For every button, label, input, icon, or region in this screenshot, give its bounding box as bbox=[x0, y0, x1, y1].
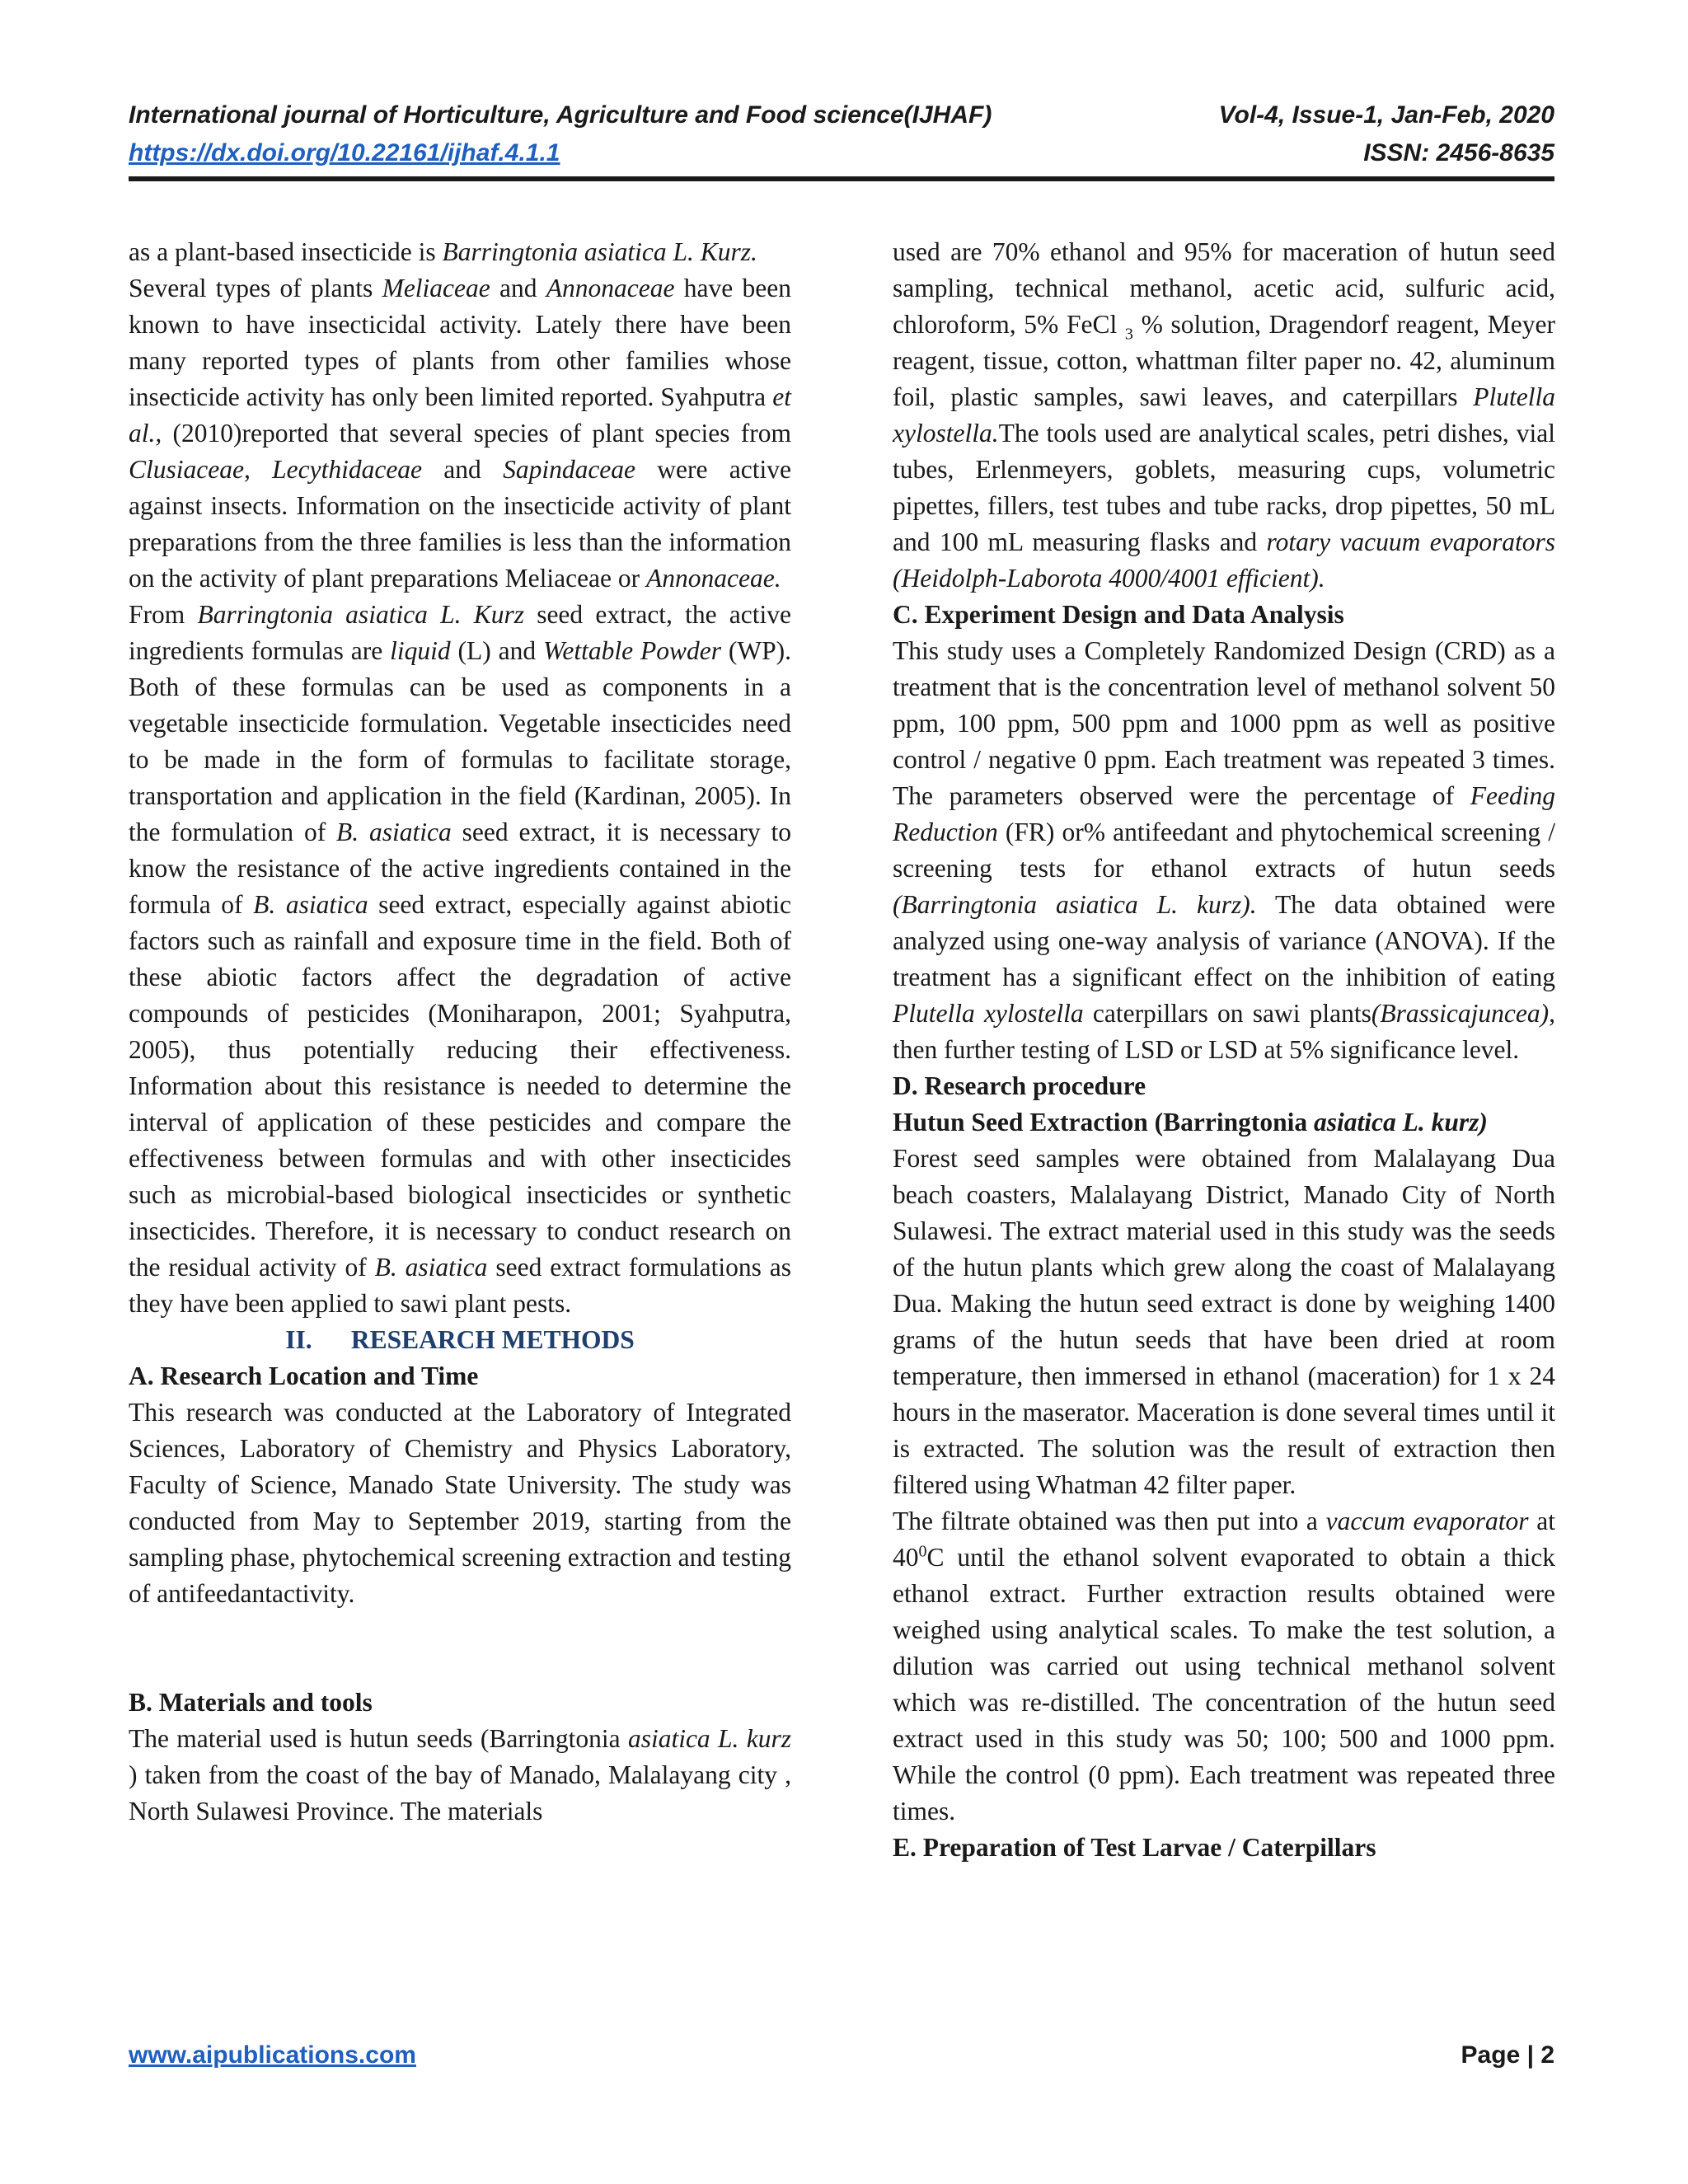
page-number: Page | 2 bbox=[1461, 2041, 1554, 2069]
page-footer bbox=[129, 2037, 1554, 2074]
journal-title: International journal of Horticulture, Agriculture and Food science(IJHAF) bbox=[129, 101, 992, 129]
paragraph: This study uses a Completely Randomized Design (CRD) as a treatment that is the concentration level of methanol solvent 50 ppm, 100 ppm, 500 ppm and 1000 ppm as well as positive control / negative 0 ppm. Each treatment was repeated 3 times. The parameters observed were the percentage of Feeding Reduction (FR) or% antifeedant and phytochemical screening / screening tests for ethanol extracts of hutun seeds (Barringtonia asiatica L. kurz). The data obtained were analyzed using one-way analysis of variance (ANOVA). If the treatment has a significant effect on the inhibition of eating Plutella xylostella caterpillars on sawi plants(Brassicajuncea), then further testing of LSD or LSD at 5% significance level. bbox=[893, 636, 1555, 1064]
paragraph: as a plant-based insecticide is Barringtonia asiatica L. Kurz. bbox=[129, 237, 757, 266]
subsection-heading: E. Preparation of Test Larvae / Caterpillars bbox=[893, 1833, 1376, 1862]
paragraph: This research was conducted at the Laboratory of Integrated Sciences, Laboratory of Chemistry and Physics Laboratory, Faculty of Science, Manado State University. The study was conducted from May to September 2019, starting from the sampling phase, phytochemical screening extraction and testing of antifeedantactivity. bbox=[129, 1398, 791, 1608]
subsection-heading: A. Research Location and Time bbox=[129, 1361, 479, 1390]
subsection-heading: C. Experiment Design and Data Analysis bbox=[893, 600, 1344, 629]
paragraph: used are 70% ethanol and 95% for maceration of hutun seed sampling, technical methanol, acetic acid, sulfuric acid, chloroform, 5% FeCl $_3$ % solution, Dragendorf reagent, Meyer reagent, tissue, cotton, whattman filter paper no. 42, aluminum foil, plastic samples, sawi leaves, and caterpillars Plutella xylostella.The tools used are analytical scales, petri dishes, vial tubes, Erlenmeyers, goblets, measuring cups, volumetric pipettes, fillers, test tubes and tube racks, drop pipettes, 50 mL and 100 mL measuring flasks and rotary vacuum evaporators (Heidolph-Laborota 4000/4001 efficient). bbox=[893, 237, 1555, 593]
subsection-heading: D. Research procedure bbox=[893, 1071, 1146, 1100]
website-link[interactable]: www.aipublications.com bbox=[129, 2041, 416, 2069]
paragraph: Forest seed samples were obtained from Malalayang Dua beach coasters, Malalayang District, Manado City of North Sulawesi. The extract material used in this study was the seeds of the hutun plants which grew along the coast of Malalayang Dua. Making the hutun seed extract is done by weighing 1400 grams of the hutun seeds that have been dried at room temperature, then immersed in ethanol (maceration) for 1 x 24 hours in the maserator. Maceration is done several times until it is extracted. The solution was the result of extraction then filtered using Whatman 42 filter paper. bbox=[893, 1144, 1555, 1499]
paragraph: From Barringtonia asiatica L. Kurz seed extract, the active ingredients formulas are liquid (L) and Wettable Powder (WP). Both of these formulas can be used as components in a vegetable insecticide formulation. Vegetable insecticides need to be made in the form of formulas to facilitate storage, transportation and application in the field (Kardinan, 2005). In the formulation of B. asiatica seed extract, it is necessary to know the resistance of the active ingredients contained in the formula of B. asiatica seed extract, especially against abiotic factors such as rainfall and exposure time in the field. Both of these abiotic factors affect the degradation of active compounds of pesticides (Moniharapon, 2001; Syahputra, 2005), thus potentially reducing their effectiveness. Information about this resistance is needed to determine the interval of application of these pesticides and compare the effectiveness between formulas and with other insecticides such as microbial-based biological insecticides or synthetic insecticides. Therefore, it is necessary to conduct research on the residual activity of B. asiatica seed extract formulations as they have been applied to sawi plant pests. bbox=[129, 600, 792, 1318]
issn: ISSN: 2456-8635 bbox=[1363, 139, 1554, 166]
subsection-heading: B. Materials and tools bbox=[129, 1688, 373, 1717]
doi-link[interactable]: https://dx.doi.org/10.22161/ijhaf.4.1.1 bbox=[129, 139, 560, 166]
section-heading: II. RESEARCH METHODS bbox=[285, 1325, 635, 1354]
paragraph: The material used is hutun seeds (Barringtonia asiatica L. kurz ) taken from the coast of the bay of Manado, Malalayang city , North Sulawesi Province. The materials bbox=[129, 1724, 791, 1825]
right-column bbox=[893, 234, 1555, 1866]
running-header-top bbox=[129, 97, 1554, 134]
running-header-bottom bbox=[129, 135, 1554, 171]
paragraph: Several types of plants Meliaceae and Annonaceae have been known to have insecticidal activity. Lately there have been many reported types of plants from other families whose insecticide activity has only been limited reported. Syahputra et al., (2010)reported that several species of plant species from Clusiaceae, Lecythidaceae and Sapindaceae were active against insects. Information on the insecticide activity of plant preparations from the three families is less than the information on the activity of plant preparations Meliaceae or Annonaceae. bbox=[129, 274, 791, 593]
volume-issue: Vol-4, Issue-1, Jan-Feb, 2020 bbox=[1218, 101, 1554, 129]
left-column bbox=[129, 234, 791, 1830]
header-rule bbox=[129, 176, 1554, 181]
subsubsection-heading: Hutun Seed Extraction (Barringtonia asiatica L. kurz) bbox=[893, 1108, 1488, 1137]
paragraph: The filtrate obtained was then put into a vaccum evaporator at $40^0C$ until the ethanol solvent evaporated to obtain a thick ethanol extract. Further extraction results obtained were weighed using analytical scales. To make the test solution, a dilution was carried out using technical methanol solvent which was re-distilled. The concentration of the hutun seed extract used in this study was 50; 100; 500 and 1000 ppm. While the control (0 ppm). Each treatment was repeated three times. bbox=[893, 1507, 1555, 1825]
